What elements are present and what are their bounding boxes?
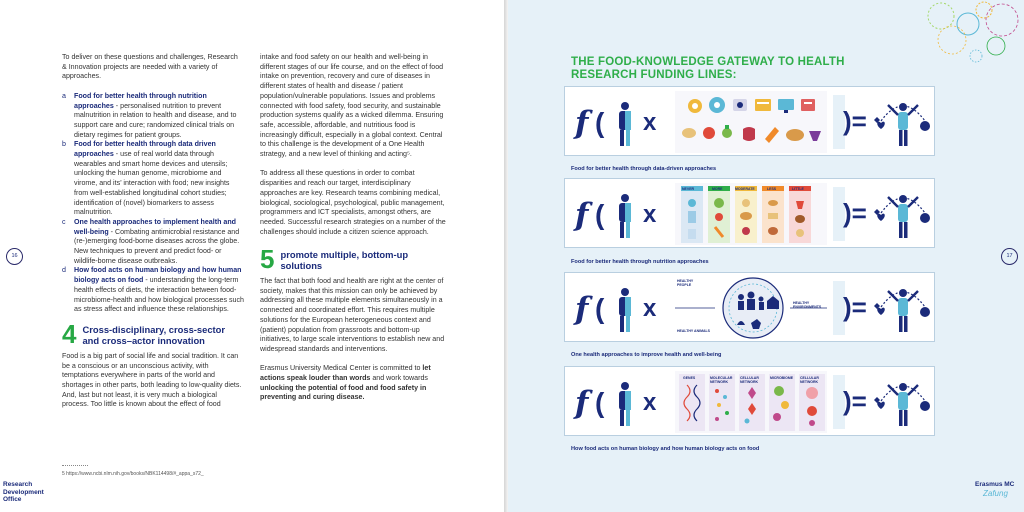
formula-x: x	[643, 389, 657, 416]
page-number-left: 16	[6, 248, 23, 265]
diagram-label: HEALTHY ENVIRONMENTS	[793, 301, 822, 309]
formula	[573, 381, 663, 423]
closing-paragraph: Erasmus University Medical Center is committed to let actions speak louder than words and work towards unlocking the potential of food and food safety in preventing and curing disease.	[260, 364, 431, 402]
funding-line-row-4	[564, 366, 935, 436]
footnote: 5 https://www.ncbi.nlm.nih.gov/books/NBK114498/#_appa_s72_	[62, 471, 204, 477]
formula-f: f	[575, 291, 589, 327]
section-4-text: Food is a big part of social life and social tradition. It can be a conscious or an unconscious activity, with temptations everywhere in parts of the world and shortages in other parts, both leading to low-quality diets. And, last but not least, it is very much a biological process. Too little is known about the effect of food	[62, 351, 242, 409]
healthy-person-icon	[873, 375, 933, 429]
col2-paragraph-2: To address all these questions in order to combat disparities and reach our target, interdisciplinary approaches are key. Research teams combining medical, biological, sociological, psychological, public management, programmers and ICT specialists, amongst others, are needed. Successful research strategies on a number of the challenges should include a citizen science approach.	[260, 169, 446, 236]
person-icon	[615, 193, 635, 239]
formula-equals: )=	[843, 198, 867, 228]
panel-label: CELLULAR NETWORK	[800, 376, 819, 384]
panel-label: MOLECULAR NETWORK	[710, 376, 733, 384]
person-icon	[615, 287, 635, 333]
one-health-illustration	[675, 277, 827, 339]
panel-label: CELLULAR NETWORK	[740, 376, 759, 384]
diagram-label: HEALTHY PEOPLE	[677, 279, 694, 287]
formula	[573, 193, 663, 235]
section-4-title: Cross-disciplinary, cross-sector and cross–actor innovation	[82, 323, 226, 346]
formula-f: f	[575, 385, 589, 421]
footnote-rule	[62, 465, 88, 466]
result	[833, 281, 933, 335]
formula	[573, 287, 663, 329]
row-caption-4: How food acts on human biology and how human biology acts on food	[571, 446, 760, 452]
formula-x: x	[643, 109, 657, 136]
page-title: THE FOOD-KNOWLEDGE GATEWAY TO HEALTH RESEARCH FUNDING LINES:	[571, 56, 845, 81]
section-5-heading	[260, 244, 446, 275]
list-item: d How food acts on human biology and how human biology acts on food - understanding the long-term health effects of diets, the interaction between food-microbiome-health and how biological processes such as stress affect and influence these relationships.	[62, 266, 244, 314]
funding-line-row-2	[564, 178, 935, 248]
result	[833, 95, 933, 149]
panel-label: GENES	[683, 376, 696, 380]
list-item: a Food for better health through nutrition approaches - personalised nutrition to prevent malnutrition in relation to health and disease, and to support care and cure; randomized clinical trials on dietary regimes for patient groups.	[62, 91, 237, 139]
funding-line-row-1	[564, 86, 935, 156]
food-category-chart	[675, 183, 827, 245]
formula-paren: (	[595, 387, 605, 418]
result	[833, 375, 933, 429]
page-number-right: 17	[1001, 248, 1018, 265]
section-4-heading	[62, 318, 244, 349]
food-and-data-icons	[675, 91, 827, 153]
healthy-person-icon	[873, 95, 933, 149]
category-label: MODERATE	[735, 187, 755, 191]
row-caption-1: Food for better health through data-driven approaches	[571, 166, 717, 172]
approaches-list	[62, 92, 244, 315]
funding-line-row-3	[564, 272, 935, 342]
category-label: NEVER	[682, 187, 695, 191]
data-driven-illustration	[675, 91, 827, 153]
row-caption-3: One health approaches to improve health and well-being	[571, 352, 722, 358]
list-item: c One health approaches to implement health and well-being - Combating antimicrobial resistance and (re-)emerging food-borne diseases across the globe. New techniques to prevent and predict food- or wildlife-borne disease outbreaks.	[62, 217, 240, 265]
row-caption-2: Food for better health through nutrition approaches	[571, 259, 709, 265]
formula-equals: )=	[843, 106, 867, 136]
person-icon	[615, 381, 635, 427]
diagram-label: HEALTHY ANIMALS	[677, 329, 710, 333]
nutrition-pyramid-illustration	[675, 183, 827, 245]
category-label: MORE	[712, 187, 723, 191]
formula-paren: (	[595, 199, 605, 230]
brand-logo-text: Erasmus MC	[975, 481, 1015, 488]
category-label: LESS	[767, 187, 777, 191]
left-column-1	[62, 53, 244, 420]
formula-f: f	[575, 105, 589, 141]
formula-equals: )=	[843, 386, 867, 416]
panel-label: MICROBIOME	[770, 376, 794, 380]
result	[833, 187, 933, 241]
section-4-number: 4	[62, 318, 77, 349]
brand-signature: Zafung	[983, 489, 1008, 498]
formula-equals: )=	[843, 292, 867, 322]
formula-f: f	[575, 197, 589, 233]
formula-x: x	[643, 201, 657, 228]
left-column-2	[260, 53, 446, 413]
col2-paragraph-1: intake and food safety on our health and well-being in different stages of our life course, and on the effect of food intake on prevention, recovery and cure of diseases in different states of health and disease / patient population/vulnerable populations. Issues and problems connected with food safety, food security, and sustainable production systems qualify as a wicked dilemma. Ensuring safe, accessible, affordable, and nutritious food is increasingly difficult, especially in a global context. Central to this challenge is the development of a One Health strategy, and a new level of thinking and acting⁵.	[260, 53, 444, 159]
section-5-number: 5	[260, 244, 275, 275]
healthy-person-icon	[873, 281, 933, 335]
office-logo-text: Research Development Office	[3, 481, 44, 503]
formula	[573, 101, 663, 143]
category-label: LITTLE	[792, 187, 804, 191]
person-icon	[615, 101, 635, 147]
page-fold	[504, 0, 508, 512]
formula-paren: (	[595, 107, 605, 138]
healthy-person-icon	[873, 187, 933, 241]
section-5-text: The fact that both food and health are right at the center of society, makes that this mission can only be achieved by addressing all these multiple elements simultaneously in a connected and coordinated effort. This requires multiple solutions for the European heterogeneous context and (patient) population from grassroots and bottom-up initiatives, to large scale interventions to establish new and widespread standards and interventions.	[260, 277, 445, 353]
section-5-title: promote multiple, bottom-up solutions	[280, 249, 409, 272]
formula-paren: (	[595, 293, 605, 324]
biology-illustration	[675, 371, 827, 433]
intro-paragraph: To deliver on these questions and challenges, Research & Innovation projects are needed with a variety of approaches.	[62, 53, 238, 81]
list-item: b Food for better health through data driven approaches - use of real world data through wearables and smart home devices and utensils; unlocking the human genome, microbiome and virome, and its’ interaction with food; new insights from well-established longitudinal cohort studies; identification of (novel) biomarkers to assess malnutrition.	[62, 140, 230, 217]
formula-x: x	[643, 295, 657, 322]
